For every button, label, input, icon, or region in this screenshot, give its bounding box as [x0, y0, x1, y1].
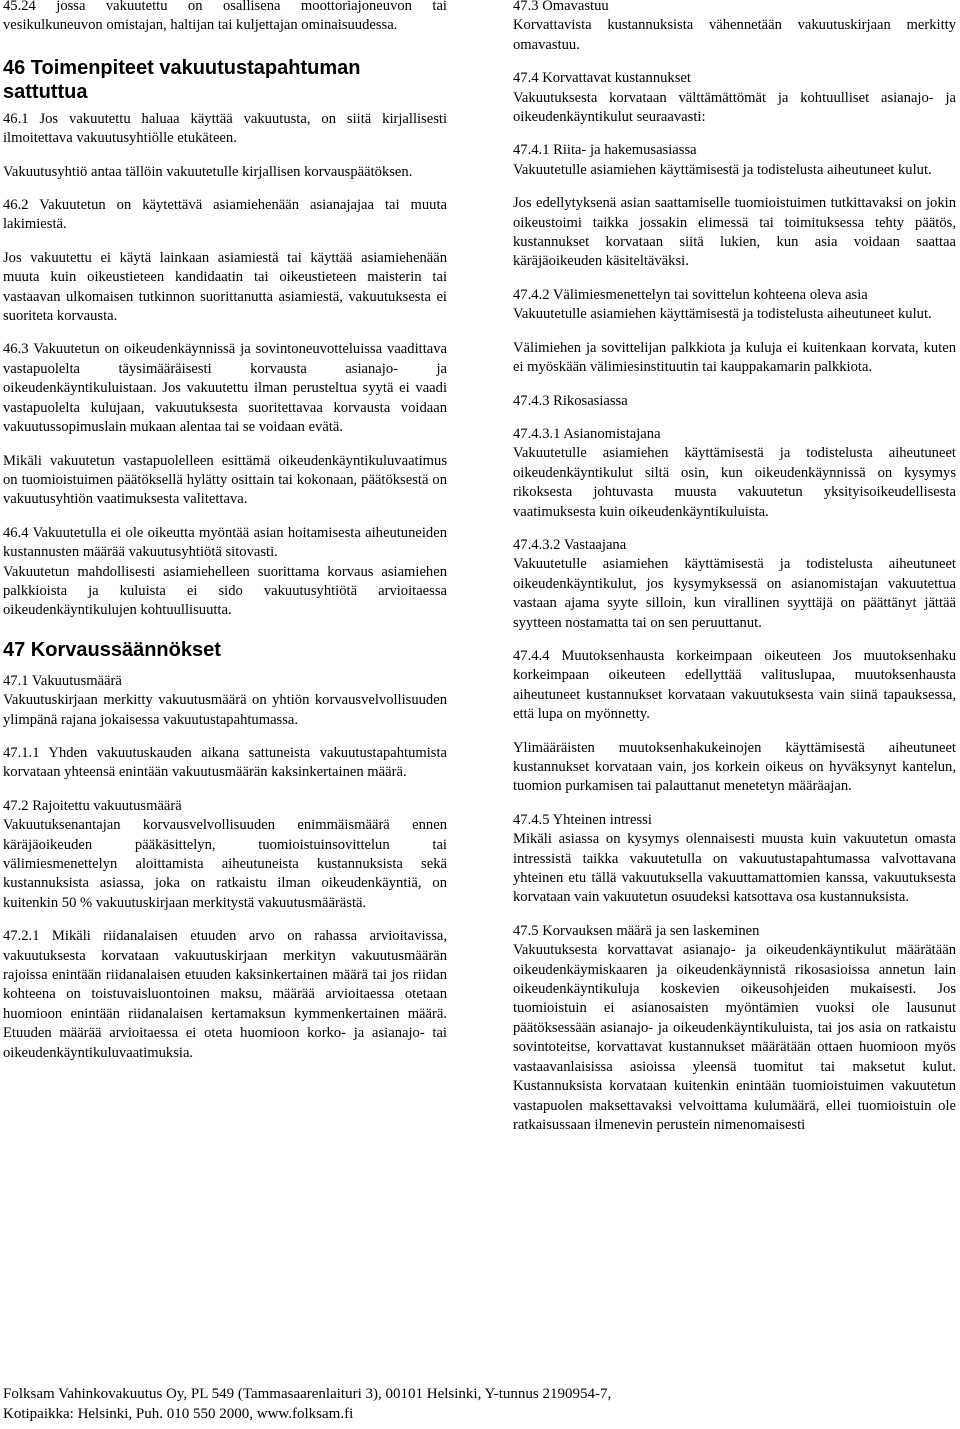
section-47-1-1: 47.1.1 Yhden vakuutuskauden aikana sattuneista vakuutustapahtumista korvataan yhteensä enintään vakuutusmäärän kaksinkertainen määrä. — [3, 744, 447, 781]
section-47-4-5-text: Mikäli asiassa on kysymys olennaisesti muusta kuin vakuutetun omasta intressistä taikka vakuutetulla on vakuutustapahtumassa valvottavana yhteinen etu tällä vakuutuksella vakuuttamattomien kanssa, vakuutuksesta korvataan vain vakuutetun osuudeksi katsottava osa kustannuksista. — [513, 831, 956, 906]
section-47-4-5 — [513, 811, 956, 908]
section-47-4-2-mediator: Välimiehen ja sovittelijan palkkiota ja kuluja ei kuitenkaan korvata, kuten ei myöskään välimiesinstituutin tai kauppakamarin palkkiota. — [513, 339, 956, 376]
section-47-2-text: Vakuutuksenantajan korvausvelvollisuuden enimmäismäärä ennen käräjäoikeuden pääkäsittelyn, tuomioistuinsovittelun tai välimiesmenettelyn aloittamista aiheutuneista kustannuksista sekä kustannuksista asiassa, joka on ratkaistu ilman oikeudenkäyntiä, on kuitenkin 50 % vakuutuskirjaan merkitystä vakuutusmäärästä. — [3, 817, 447, 911]
section-47-2-1: 47.2.1 Mikäli riidanalaisen etuuden arvo on rahassa arvioitavissa, vakuutuksesta korvataan vakuutuskirjaan merkityn vakuutusmäärän rajoissa enintään riidanalaisen etuuden kaksinkertainen määrä tai jos riidan kohteena on toistuvaisluontoinen maksu, määrää arvioitaessa otetaan huomioon enintään riidanalaisen kertamaksun kymmenkertainen määrä. Etuuden määrää arvioitaessa ei oteta huomioon korko- ja asianajo- tai oikeudenkäyntikuluvaatimuksia. — [3, 928, 447, 1061]
section-46-4-fees: Vakuutetun mahdollisesti asiamiehelleen suorittama korvaus asiamiehen palkkioista ja kuluista ei sido vakuutusyhtiötä arvioitaessa oikeudenkäyntikulujen kohtuullisuutta. — [3, 563, 447, 619]
section-47-4-3-title: 47.4.3 Rikosasiassa — [513, 392, 628, 409]
right-column — [513, 0, 956, 1135]
section-47-4-3-1 — [513, 425, 956, 522]
section-47-5-title: 47.5 Korvauksen määrä ja sen laskeminen — [513, 922, 760, 939]
heading-46: 46 Toimenpiteet vakuutustapahtuman sattuttua — [3, 56, 361, 103]
section-47-4-3-2-title: 47.4.3.2 Vastaajana — [513, 536, 627, 553]
section-46-2-representative: Jos vakuutettu ei käytä lainkaan asiamiestä tai käyttää asiamiehenään muuta kuin oikeustieteen kandidaatin tai oikeustieteen maisterin tai vastaavan ulkomaisen tutkinnon suorittanutta asiamiestä, vakuutuksesta ei suoriteta korvausta. — [3, 249, 447, 325]
section-47-4-4-extraordinary: Ylimääräisten muutoksenhakukeinojen käyttämisestä aiheutuneet kustannukset korvataan vain, jos korkein oikeus on hyväksynyt kantelun, tuomion purkamisen tai palauttanut menetetyn määräajan. — [513, 739, 956, 795]
section-46-2: 46.2 Vakuutetun on käytettävä asiamiehenään asianajajaa tai muuta lakimiestä. — [3, 197, 447, 233]
section-46-3-appeal: Mikäli vakuutetun vastapuolelleen esittämä oikeudenkäyntikuluvaatimus on tuomioistuimen päätöksellä hylätty osittain tai kokonaan, päätöksestä on vakuutusyhtiön vaatimuksesta valitettava. — [3, 452, 447, 508]
section-47-1 — [3, 672, 447, 730]
section-47-2-title: 47.2 Rajoitettu vakuutusmäärä — [3, 797, 182, 814]
footer-contact: Kotipaikka: Helsinki, Puh. 010 550 2000, www.folksam.fi — [3, 1406, 354, 1422]
section-47-4-3-2-text: Vakuutetulle asiamiehen käyttämisestä ja todistelusta aiheutuneet oikeudenkäyntikulut, jos kysymyksessä on asianomistajan vakuutettua vastaan ajama syyte silloin, kun virallinen syyttäjä on päättänyt jättää syytteen nostamatta tai on sen peruuttanut. — [513, 556, 956, 631]
section-46-1-decision: Vakuutusyhtiö antaa tällöin vakuutetulle kirjallisen korvauspäätöksen. — [3, 163, 413, 180]
page-footer — [3, 1384, 943, 1424]
section-47-4-5-title: 47.4.5 Yhteinen intressi — [513, 811, 652, 828]
section-47-4-title: 47.4 Korvattavat kustannukset — [513, 70, 691, 87]
section-47-4 — [513, 69, 956, 127]
section-47-1-title: 47.1 Vakuutusmäärä — [3, 672, 122, 689]
section-46-4 — [3, 524, 447, 621]
section-47-4-3-1-title: 47.4.3.1 Asianomistajana — [513, 425, 661, 442]
section-47-4-3-1-text: Vakuutetulle asiamiehen käyttämisestä ja todistelusta aiheutuneet oikeudenkäyntikulut siltä osin, kun oikeudenkäynnissä on kysymys rikoksesta johtuvasta muusta vakuutetun yksityisoikeudellisesta vaatimuksesta kuin oikeudenkäyntikuluista. — [513, 445, 956, 520]
section-47-4-4: 47.4.4 Muutoksenhausta korkeimpaan oikeuteen Jos muutoksenhaku korkeimpaan oikeuteen edellyttää valituslupaa, muutoksenhausta aiheutuneet kustannukset korvataan vakuutuksesta vain siinä tapauksessa, että lupa on myönnetty. — [513, 647, 956, 723]
section-47-3 — [513, 0, 956, 55]
heading-47: 47 Korvaussäännökset — [3, 638, 221, 661]
section-47-2 — [3, 797, 447, 913]
section-47-4-2-text: Vakuutetulle asiamiehen käyttämisestä ja todistelusta aiheutuneet kulut. — [513, 306, 932, 323]
section-45-24: 45.24 jossa vakuutettu on osallisena moottoriajoneuvon tai vesikulkuneuvon omistajan, haltijan tai kuljettajan ominaisuudessa. — [3, 0, 447, 34]
section-46-1: 46.1 Jos vakuutettu haluaa käyttää vakuutusta, on siitä kirjallisesti ilmoitettava vakuutusyhtiölle etukäteen. — [3, 110, 447, 147]
left-column — [3, 0, 447, 1063]
section-46-3: 46.3 Vakuutetun on oikeudenkäynnissä ja sovintoneuvotteluissa vaadittava vastapuolelta täysimääräisesti korvausta asianajo- ja oikeudenkäyntikuluistaan. Jos vakuutettu ilman perusteltua syytä ei vaadi vastapuolelta kulujaan, vakuutuksesta suoritettavaa korvausta voidaan vakuutussopimuslain mukaan alentaa tai se voidaan evätä. — [3, 341, 447, 436]
section-47-4-text: Vakuutuksesta korvataan välttämättömät ja kohtuulliset asianajo- ja oikeudenkäyntikulut seuraavasti: — [513, 89, 956, 126]
section-47-4-1-prerequisite: Jos edellytyksenä asian saattamiselle tuomioistuimen tutkittavaksi on jokin oikeustoimi taikka jossakin elimessä tai toimituksessa tehty päätös, kustannukset korvataan siitä lukien, kun asia voidaan saattaa käräjäoikeuden käsiteltäväksi. — [513, 195, 956, 270]
section-47-4-1-title: 47.4.1 Riita- ja hakemusasiassa — [513, 142, 697, 159]
section-47-1-text: Vakuutuskirjaan merkitty vakuutusmäärä on yhtiön korvausvelvollisuuden ylimpänä rajana jokaisessa vakuutustapahtumassa. — [3, 692, 447, 728]
section-47-4-1 — [513, 141, 956, 180]
section-47-4-2 — [513, 286, 956, 325]
section-46-4-costs: 46.4 Vakuutetulla ei ole oikeutta myöntää asian hoitamisesta aiheutuneiden kustannusten määrää vakuutusyhtiötä sitovasti. — [3, 524, 447, 561]
section-47-4-1-text: Vakuutetulle asiamiehen käyttämisestä ja todistelusta aiheutuneet kulut. — [513, 161, 932, 178]
footer-company-address: Folksam Vahinkovakuutus Oy, PL 549 (Tammasaarenlaituri 3), 00101 Helsinki, Y-tunnus 2190954-7, — [3, 1386, 612, 1402]
section-47-4-3-2 — [513, 536, 956, 633]
section-47-3-text: Korvattavista kustannuksista vähennetään vakuutuskirjaan merkitty omavastuu. — [513, 17, 956, 53]
section-47-4-2-title: 47.4.2 Välimiesmenettelyn tai sovittelun kohteena oleva asia — [513, 286, 868, 303]
section-47-5 — [513, 922, 956, 1135]
section-47-3-title: 47.3 Omavastuu — [513, 0, 609, 14]
section-47-5-text: Vakuutuksesta korvattavat asianajo- ja oikeudenkäyntikulut määrätään oikeudenkäymiskaaren ja oikeudenkäynnistä rikosasioissa annetun lain oikeudenkäyntikuluja koskevien oikeusohjeiden mukaisesti. Jos tuomioistuin ei asianosaisten myöntämien vuoksi ole lausunut päätöksessään asianajo- ja oikeudenkäyntikuluista, tai jos asia on ratkaistu sovintoteitse, korvattavat kustannukset määrätään ottaen huomioon myös vastaavanlaisissa asioissa yleensä tuomitut tai maksetut kulut. Kustannuksista korvataan kuitenkin enintään tuomioistuimen vakuutetun vastapuolen maksettavaksi velvoittama kulumäärä, ellei tuomioistuin ole ratkaisussaan ilmenevin perustein nimenomaisesti — [513, 942, 956, 1133]
